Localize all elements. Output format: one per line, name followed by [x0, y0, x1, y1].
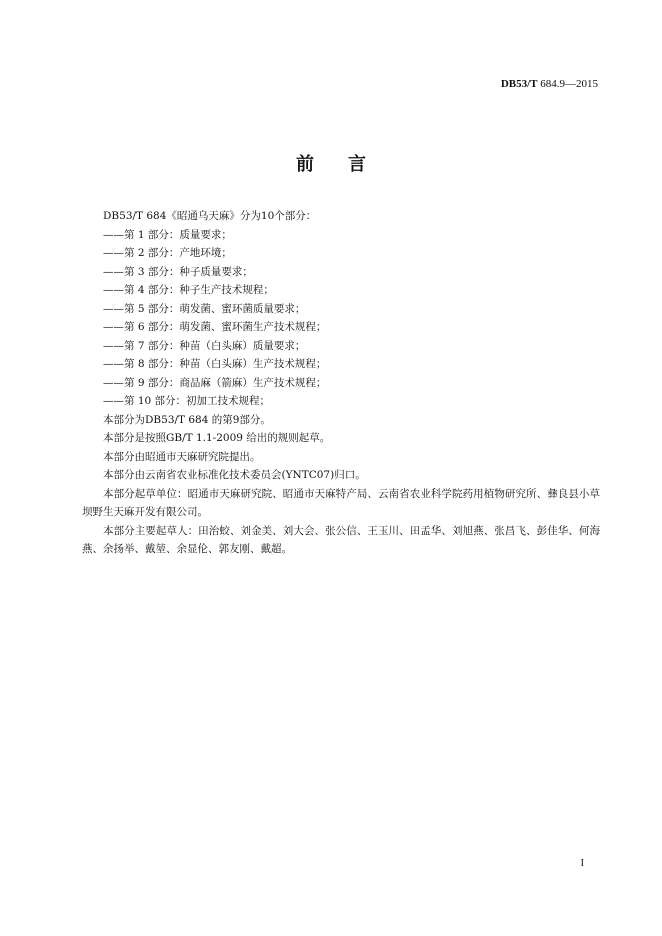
list-item: ——第 4 部分：种子生产技术规程； — [103, 284, 274, 296]
intro-line: DB53/T 684《昭通乌天麻》分为10个部分： — [103, 210, 317, 222]
list-item: ——第 2 部分：产地环境； — [103, 247, 232, 259]
standard-code-prefix: DB53/T — [500, 78, 538, 90]
page-number: I — [580, 858, 584, 869]
list-item: ——第 10 部分：初加工技术规程； — [103, 395, 271, 407]
list-item: ——第 1 部分：质量要求； — [103, 228, 232, 241]
page-title: 前言 — [296, 154, 400, 175]
foreword-body — [82, 207, 600, 559]
drafting-units-paragraph: 本部分起草单位：昭通市天麻研究院、昭通市天麻特产局、云南省农业科学院药用植物研究所、彝良县小草坝野生天麻开发有限公司。 — [82, 487, 600, 518]
standard-code-number: 684.9—2015 — [537, 78, 598, 90]
list-item: ——第 3 部分：种子质量要求； — [103, 265, 253, 278]
statement-line: 本部分为DB53/T 684 的第9部分。 — [103, 413, 271, 426]
statement-line: 本部分由云南省农业标准化技术委员会(YNTC07)归口。 — [103, 469, 366, 481]
list-item: ——第 7 部分：种苗（白头麻）质量要求； — [103, 339, 306, 352]
list-item: ——第 5 部分：萌发菌、蜜环菌质量要求； — [103, 302, 306, 315]
list-item: ——第 6 部分：萌发菌、蜜环菌生产技术规程； — [103, 321, 327, 333]
list-item: ——第 8 部分：种苗（白头麻）生产技术规程； — [103, 358, 327, 370]
standard-code — [501, 78, 598, 90]
list-item: ——第 9 部分：商品麻（箭麻）生产技术规程； — [103, 376, 327, 389]
statement-line: 本部分是按照GB/T 1.1-2009 给出的规则起草。 — [103, 432, 331, 444]
drafters-paragraph: 本部分主要起草人：田治蛟、刘金美、刘大会、张公信、王玉川、田孟华、刘旭燕、张昌飞、彭佳华、何海燕、余扬举、戴堃、余显伦、郭友刚、戴超。 — [82, 524, 600, 555]
statement-line: 本部分由昭通市天麻研究院提出。 — [103, 450, 261, 463]
